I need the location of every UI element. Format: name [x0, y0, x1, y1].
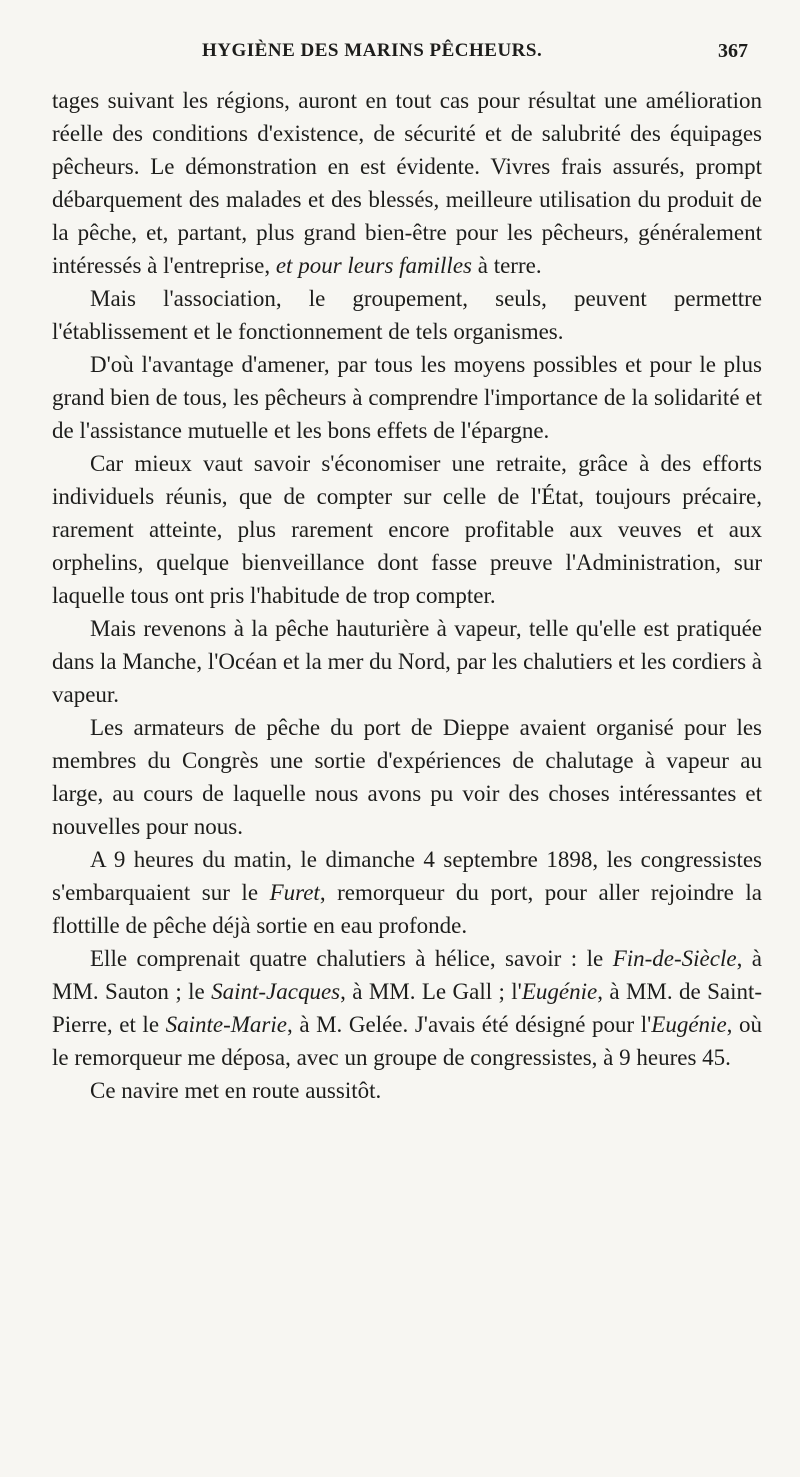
italic-text: et pour leurs familles [275, 253, 472, 278]
paragraph [52, 843, 762, 942]
paragraph [52, 348, 762, 447]
paragraph-text: tages suivant les régions, auront en tout cas pour résultat une amélioration réelle des conditions d'existence, de sécurité et de salubrité des équipages pêcheurs. Le démonstration en est évidente. Vivres frais assurés, prompt débarquement des malades et des blessés, meilleure utilisation du produit de la pêche, et, partant, plus grand bien-être pour les pêcheurs, généralement intéressés à l'entreprise, [52, 88, 762, 278]
italic-text: Saint-Jacques [211, 979, 341, 1004]
paragraph-text: , remorqueur du port, pour aller rejoindre la flottille de pêche déjà sortie en eau profonde. [52, 880, 762, 938]
paragraph-text: Mais revenons à la pêche hauturière à vapeur, telle qu'elle est pratiquée dans la Manche, l'Océan et la mer du Nord, par les chalutiers et les cordiers à vapeur. [52, 616, 762, 707]
body-text [52, 84, 762, 1107]
paragraph-text: A 9 heures du matin, le dimanche 4 septembre 1898, les congressistes s'embarquaient sur le [52, 847, 762, 905]
running-head: HYGIÈNE DES MARINS PÊCHEURS. [202, 40, 543, 61]
italic-text: Eugénie [651, 1012, 727, 1037]
paragraph [52, 1074, 762, 1107]
italic-text: Fin-de-Siècle [612, 946, 737, 971]
paragraph-text: , à MM. Le Gall ; l' [340, 979, 522, 1004]
paragraph-text: D'où l'avantage d'amener, par tous les moyens possibles et pour le plus grand bien de tous, les pêcheurs à comprendre l'importance de la solidarité et de l'assistance mutuelle et les bons effets de l'épargne. [52, 352, 762, 443]
paragraph-text: Ce navire met en route aussitôt. [90, 1078, 382, 1103]
italic-text: Eugénie [521, 979, 598, 1004]
page-number: 367 [718, 40, 748, 62]
italic-text: Furet [269, 880, 320, 905]
paragraph-text: , où le remorqueur me déposa, avec un groupe de congressistes, à 9 heures 45. [52, 1012, 762, 1070]
italic-text: Sainte-Marie [165, 1012, 287, 1037]
paragraph-text: Car mieux vaut savoir s'économiser une retraite, grâce à des efforts individuels réunis, que de compter sur celle de l'État, toujours précaire, rarement atteinte, plus rarement encore profitable aux veuves et aux orphelins, quelque bienveillance dont fasse preuve l'Administration, sur laquelle tous ont pris l'habitude de trop compter. [52, 451, 762, 608]
paragraph [52, 942, 762, 1074]
paragraph [52, 447, 762, 612]
page-header [52, 40, 760, 76]
paragraph-text: à terre. [471, 253, 542, 278]
paragraph-text: , à MM. de Saint-Pierre, et le [52, 979, 763, 1037]
paragraph [52, 84, 762, 282]
paragraph [52, 612, 762, 711]
paragraph [52, 711, 762, 843]
paragraph-text: Les armateurs de pêche du port de Dieppe avaient organisé pour les membres du Congrès une sortie d'expériences de chalutage à vapeur au large, au cours de laquelle nous avons pu voir des choses intéressantes et nouvelles pour nous. [52, 715, 762, 839]
paragraph-text: Mais l'association, le groupement, seuls, peuvent permettre l'établissement et le fonctionnement de tels organismes. [52, 286, 762, 344]
paragraph-text: , à MM. Sauton ; le [52, 946, 762, 1004]
paragraph-text: Elle comprenait quatre chalutiers à hélice, savoir : le [90, 946, 613, 971]
paragraph [52, 282, 762, 348]
paragraph-text: , à M. Gelée. J'avais été désigné pour l' [286, 1012, 652, 1037]
